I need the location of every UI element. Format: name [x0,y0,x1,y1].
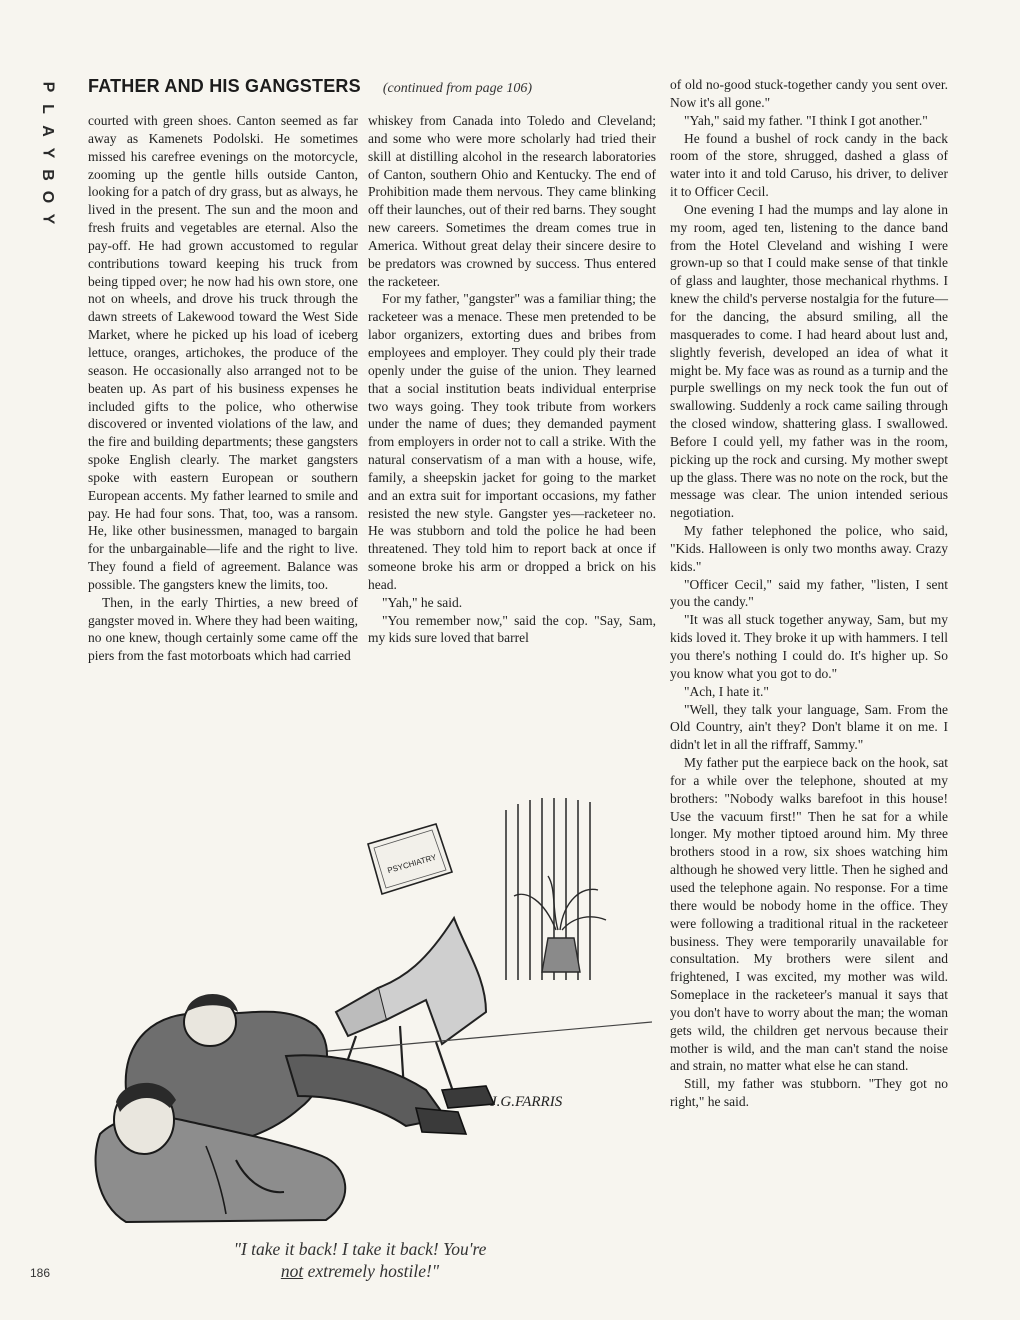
caption-line-2 [150,1260,570,1282]
paragraph: "Yah," he said. [382,594,463,610]
sidebar-letter: O [38,190,56,204]
cartoon-caption [150,1238,570,1282]
paragraph: of old no-good stuck-together candy you sent over. Now it's all gone." [670,77,948,110]
diploma-text: PSYCHIATRY [386,852,438,876]
paragraph: Still, my father was stubborn. "They got no right," he said. [670,1076,948,1110]
continued-note: (continued from page 106) [382,81,533,96]
paragraph: "It was all stuck together anyway, Sam, but my kids loved it. They broke it up with hammers. I tell you there's nothing I could do. It's higher up. So you know what you got to do." [670,612,948,681]
paragraph: "Officer Cecil," said my father, "listen, I sent you the candy." [670,576,948,610]
paragraph: "You remember now," said the cop. "Say, Sam, my kids sure loved that barrel [368,612,656,646]
paragraph: whiskey from Canada into Toledo and Cleveland; and some who were more scholarly had tried their skill at distilling alcohol in the research laboratories of Canton, southern Ohio and Kentucky. The end of Prohibition made them nervous. They came blinking off their launches, out of their red barns. They sought new careers. Sometimes the dream comes true in America. Without great delay their sincere desire to be predators was crowned by success. Thus entered the racketeer. [368,113,656,289]
sidebar-letter: L [39,104,56,114]
artist-signature: J.G.FARRIS [490,1094,563,1110]
magazine-name-vertical [34,76,60,230]
sidebar-letter: A [39,125,56,137]
paragraph: My father telephoned the police, who said, "Kids. Halloween is only two months away. Crazy kids." [670,523,948,574]
text-column-2 [368,112,656,647]
caption-emphasis: not [280,1261,304,1281]
paragraph: He found a bushel of rock candy in the back room of the store, shrugged, dashed a glass of water into it and told Caruso, his driver, to deliver it to Officer Cecil. [670,130,948,200]
paragraph: "Yah," said my father. "I think I got another." [684,112,928,128]
paragraph: My father put the earpiece back on the hook, sat for a while over the telephone, shouted at my brothers: "Nobody walks barefoot in this house! Use the vacuum first!" Then he sat for a while longer. My mother tiptoed around him. My three brothers stood in a row, six shoes watching him although he showed very little. Then he sighed and used the telephone again. No response. For a time there would be nobody home in the office. They were following a traditional ritual in the racketeer business. They were temporarily unavailable for consultation. My brothers were silent and frightened, I was excited, my mother was wild. Someplace in the racketeer's manual it says that you don't have to worry about the man; the woman gets wild, the children get nervous because their mother is wild, and the man can't stand the noise and strain, no matter what else he can stand. [670,755,948,1074]
text-column-3 [670,76,948,1111]
sidebar-letter: P [38,81,56,93]
article-title: FATHER AND HIS GANGSTERS [88,76,361,96]
page-number: 186 [30,1266,51,1280]
paragraph: courted with green shoes. Canton seemed as far away as Kamenets Podolski. He sometimes missed his carefree evenings on the motorcycle, zooming up the gentle hills outside Canton, looking for a patch of dry grass, but as always, he lived in the present. The sun and the moon and fresh fruits and vegetables are eternal. Also the pay-off. He had grown accustomed to regular contributions toward keeping his truck from being tipped over; he now had his own store, one not on wheels, and drove his truck through the dawn streets of Lakewood toward the West Side Market, where he picked up his load of iceberg lettuce, oranges, artichokes, the produce of the season. He occasionally also arranged not to be beaten up. As part of his business expenses he included gifts to the police, who otherwise discovered or invented violations of the law, and the fire and building departments; these gangsters spoke English clearly. The market gangsters spoke with eastern European or southern European accents. My father learned to smile and pay. He had four sons. That, too, was a ransom. He, like other businessmen, managed to bargain for the unbargainable—life and the right to live. They found a field of agreement. Balance was possible. The gangsters knew the limits, too. [88,113,358,592]
paragraph: For my father, "gangster" was a familiar thing; the racketeer was a menace. These men pretended to be labor organizers, extorting dues and bribes from employees and employer. They could ply their trade openly under the guise of the union. They learned that a social institution beats individual enterprise two ways going. They took tribute from workers under the name of dues; they demanded payment from employers in order not to call a strike. With the natural conservatism of a man with a house, wife, family, a sheepskin jacket for going to the market and an extra suit for important occasions, my father resisted the new style. Gangster yes—racketeer no. He was stubborn and told the police he had been threatened. They told him to report back at once if someone broke his arm or dropped a brick on his head. [368,291,656,592]
article-header [88,76,532,97]
caption-line-1: "I take it back! I take it back! You're [233,1239,487,1259]
potted-plant [514,876,606,972]
cartoon-illustration [86,790,652,1230]
sidebar-letter: B [39,169,56,181]
paragraph: One evening I had the mumps and lay alone in my room, aged ten, listening to the dance band from the Hotel Cleveland and wishing I were grown-up so that I could make sense of that tinkle of glass and laughter, those mechanical rhythms. I knew the child's perverse nostalgia for the future—for the dancing, the absurd smiling, all the masquerades to come. I had heard about lust and, slightly feverish, developed an idea of what it might be. My face was as round as a turnip and the purple swellings on my neck took the fun out of swallowing. Suddenly a rock came sailing through the closed window, shattering glass. I swallowed. Before I could yell, my father was in the room, picking up the rock and cursing. My mother swept up the glass. There was no note on the rock, but the message was clear. The union intended serious negotiation. [670,201,948,521]
text-column-1 [88,112,358,665]
framed-diploma [368,824,452,894]
sidebar-letter: Y [38,147,56,159]
paragraph: Then, in the early Thirties, a new breed of gangster moved in. Where they had been waiting, no one knew, though certainly some came off the piers from the fast motorboats which had carried [88,594,358,664]
caption-rest: extremely hostile!" [307,1261,440,1281]
paragraph: "Well, they talk your language, Sam. From the Old Country, ain't they? Don't blame it on me. I didn't let in all the riffraff, Sammy." [670,701,948,753]
sidebar-letter: Y [38,213,56,225]
paragraph: "Ach, I hate it." [684,683,769,699]
wrestling-men [96,994,494,1222]
